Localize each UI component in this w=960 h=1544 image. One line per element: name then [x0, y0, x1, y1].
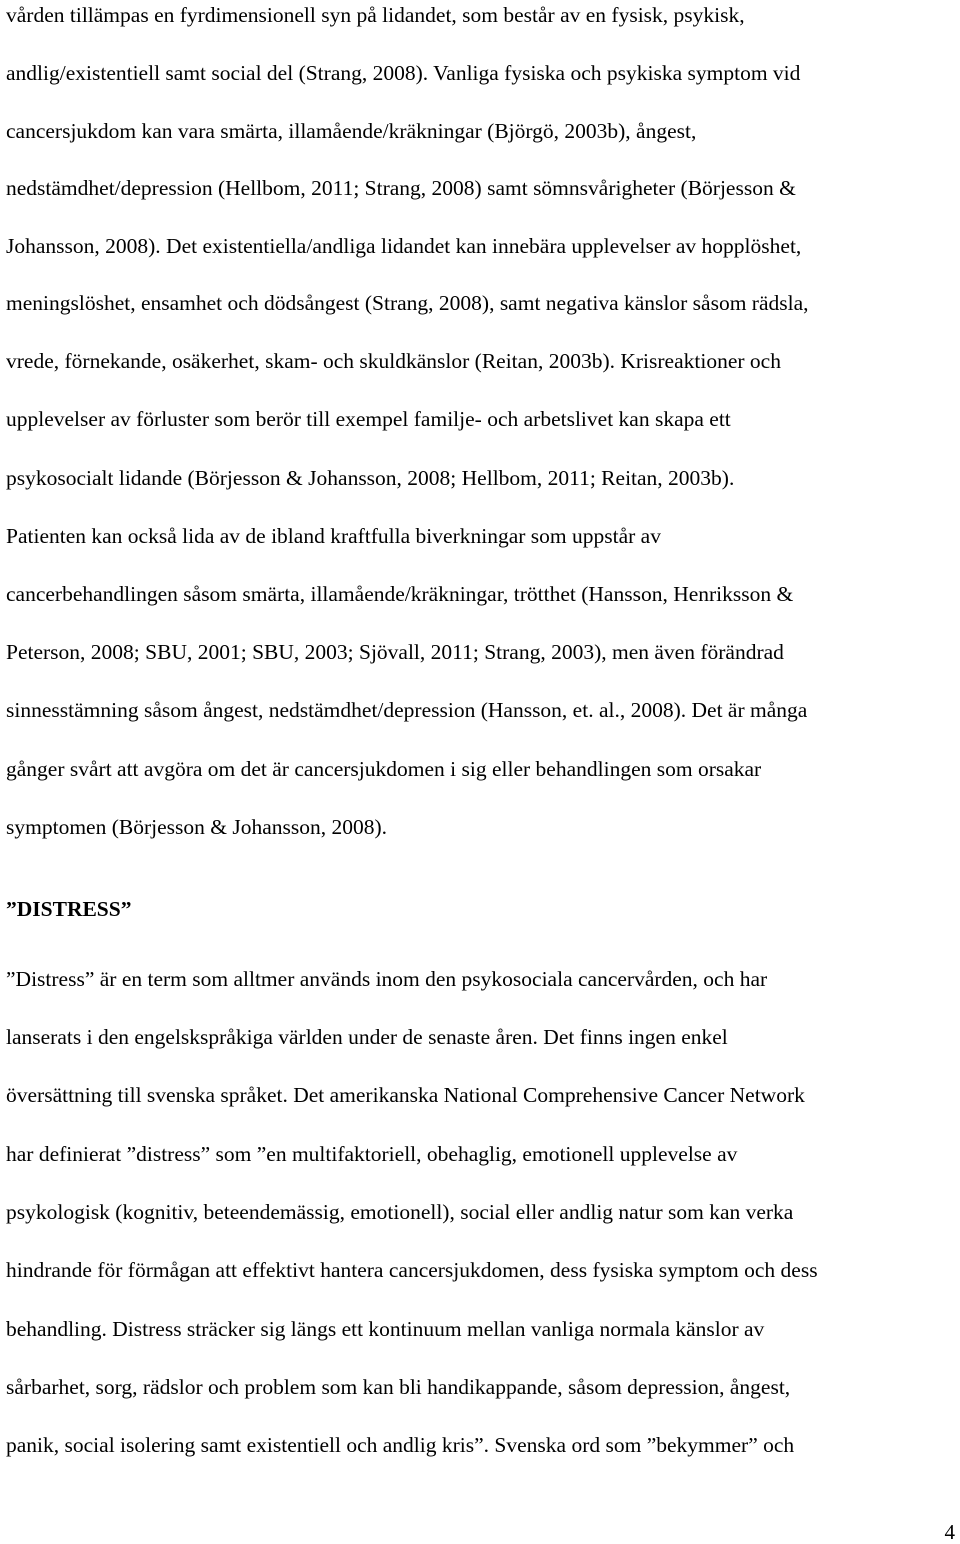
page-number: 4 [944, 1520, 955, 1544]
paragraph-2-line: psykologisk (kognitiv, beteendemässig, emotionell), social eller andlig natur som kan verka [6, 1200, 794, 1224]
paragraph-1-line: meningslöshet, ensamhet och dödsångest (Strang, 2008), samt negativa känslor såsom rädsla, [6, 291, 809, 315]
paragraph-1-line: symptomen (Börjesson & Johansson, 2008). [6, 815, 388, 839]
paragraph-1-line: vården tillämpas en fyrdimensionell syn på lidandet, som består av en fysisk, psykisk, [6, 3, 745, 27]
paragraph-2-line: hindrande för förmågan att effektivt hantera cancersjukdomen, dess fysiska symptom och dess [6, 1258, 818, 1282]
paragraph-1-line: vrede, förnekande, osäkerhet, skam- och skuldkänslor (Reitan, 2003b). Krisreaktioner och [6, 349, 781, 373]
paragraph-2-line: sårbarhet, sorg, rädslor och problem som kan bli handikappande, såsom depression, ångest, [6, 1375, 791, 1399]
paragraph-2-line: behandling. Distress sträcker sig längs ett kontinuum mellan vanliga normala känslor av [6, 1317, 765, 1341]
paragraph-1-line: gånger svårt att avgöra om det är cancersjukdomen i sig eller behandlingen som orsakar [6, 757, 762, 781]
paragraph-1-line: cancerbehandlingen såsom smärta, illamående/kräkningar, trötthet (Hansson, Henriksson & [6, 582, 794, 606]
paragraph-1-line: Peterson, 2008; SBU, 2001; SBU, 2003; Sjövall, 2011; Strang, 2003), men även förändrad [6, 640, 784, 664]
paragraph-1-line: cancersjukdom kan vara smärta, illamående/kräkningar (Björgö, 2003b), ångest, [6, 119, 697, 143]
paragraph-1-line: Patienten kan också lida av de ibland kraftfulla biverkningar som uppstår av [6, 524, 661, 548]
paragraph-1-line: Johansson, 2008). Det existentiella/andliga lidandet kan innebära upplevelser av hopplöshet, [6, 234, 802, 258]
paragraph-2-line: panik, social isolering samt existentiell och andlig kris”. Svenska ord som ”bekymmer” och [6, 1433, 795, 1457]
paragraph-2-line: ”Distress” är en term som alltmer används inom den psykosociala cancervården, och har [6, 967, 768, 991]
paragraph-1-line: psykosocialt lidande (Börjesson & Johansson, 2008; Hellbom, 2011; Reitan, 2003b). [6, 466, 735, 490]
paragraph-1-line: upplevelser av förluster som berör till exempel familje- och arbetslivet kan skapa ett [6, 407, 731, 431]
paragraph-1-line: andlig/existentiell samt social del (Strang, 2008). Vanliga fysiska och psykiska symptom vid [6, 61, 801, 85]
section-heading: ”DISTRESS” [6, 897, 132, 921]
paragraph-2-line: översättning till svenska språket. Det amerikanska National Comprehensive Cancer Network [6, 1083, 805, 1107]
paragraph-2-line: har definierat ”distress” som ”en multifaktoriell, obehaglig, emotionell upplevelse av [6, 1142, 738, 1166]
paragraph-1-line: sinnesstämning såsom ångest, nedstämdhet/depression (Hansson, et. al., 2008). Det är många [6, 698, 808, 722]
paragraph-1-line: nedstämdhet/depression (Hellbom, 2011; Strang, 2008) samt sömnsvårigheter (Börjesson & [6, 176, 796, 200]
paragraph-2-line: lanserats i den engelskspråkiga världen under de senaste åren. Det finns ingen enkel [6, 1025, 728, 1049]
